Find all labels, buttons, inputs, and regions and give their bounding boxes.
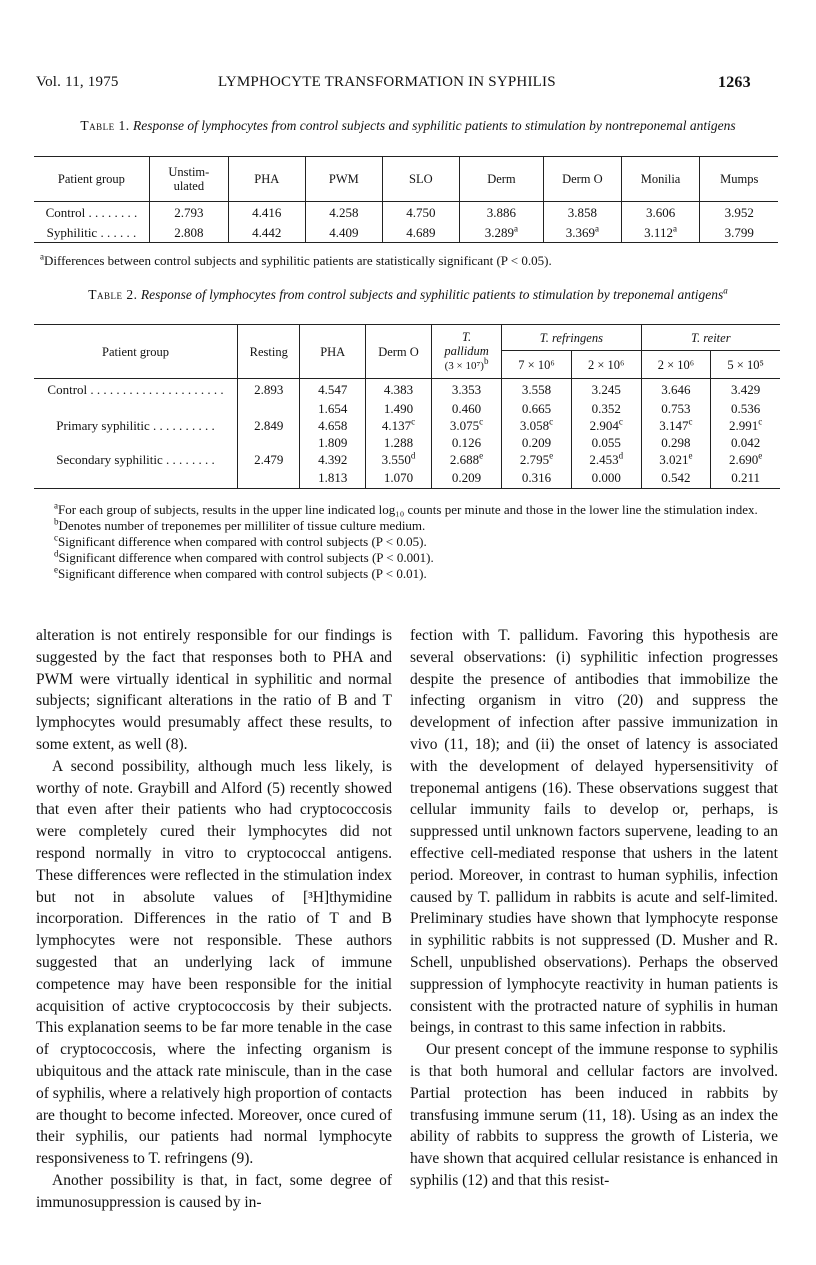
table1-cell: [700, 202, 778, 224]
table1-cell: [621, 224, 700, 243]
table2-label: Table 2.: [88, 287, 138, 302]
cell-value: 4.416: [252, 204, 282, 220]
table2-row-lower: [34, 401, 780, 418]
table2-row-lower: [34, 469, 780, 489]
table2-cell: 0.665: [502, 401, 572, 418]
table1-cell: [149, 202, 228, 224]
table1-cell: [621, 202, 700, 224]
footnote-text: Significant difference when compared with control subjects (P < 0.001).: [58, 550, 434, 565]
table1-col-header: SLO: [382, 157, 459, 202]
table2-cell: [571, 418, 641, 435]
footnote-mark: c: [618, 416, 623, 427]
table1-col-header: Derm: [459, 157, 543, 202]
table2-cell: 0.209: [431, 469, 501, 489]
table2-cell: 0.542: [641, 469, 711, 489]
table1-label: Table 1.: [80, 118, 130, 133]
cell-value: 2.808: [174, 224, 204, 240]
footnote-mark: e: [549, 450, 554, 461]
tpal-line3: (3 × 10⁷): [444, 360, 484, 372]
table1-cell: [459, 202, 543, 224]
footnote-mark: a: [40, 251, 44, 262]
cell-value: 4.442: [252, 224, 282, 240]
table2-row-label: Secondary syphilitic . . . . . . . .: [56, 452, 215, 467]
cell-value: 2.793: [174, 204, 204, 220]
body-left-column: [36, 625, 392, 1214]
table1-cell: [544, 202, 622, 224]
footnote-mark: c: [549, 416, 554, 427]
tpal-line2: pallidum: [444, 344, 489, 358]
table2-cell: 0.352: [571, 401, 641, 418]
running-head-volume: Vol. 11, 1975: [36, 74, 119, 90]
footnote-mark: a: [595, 223, 599, 234]
table2-footnote: [40, 502, 780, 518]
table2-cell: 0.055: [571, 435, 641, 452]
table2-cell: [641, 418, 711, 435]
table2-cell: [641, 452, 711, 469]
table2-cell: [571, 379, 641, 401]
cell-value: 3.245: [591, 381, 621, 397]
footnote-mark: c: [54, 532, 58, 543]
cell-value: 3.058: [519, 418, 550, 433]
table1-col-header: PWM: [305, 157, 382, 202]
table1-row-label: Control . . . . . . . .: [45, 204, 138, 220]
table1-col-header: Monilia: [621, 157, 700, 202]
table2-row-upper: [34, 452, 780, 469]
table1-row: [34, 224, 778, 243]
table2-subcol-header: 7 × 10⁶: [502, 351, 572, 379]
table1-cell: [228, 224, 305, 243]
footnote-mark: c: [758, 416, 763, 427]
table1-cell: [305, 202, 382, 224]
footnote-mark: c: [411, 416, 416, 427]
footnote-mark: d: [618, 450, 624, 461]
table2-caption: [40, 286, 776, 303]
cell-value: 4.658: [318, 418, 348, 433]
table2-cell: [641, 379, 711, 401]
footnote-mark: a: [672, 223, 677, 234]
table1-cell: [544, 224, 622, 243]
cell-value: 3.369: [565, 224, 595, 240]
footnote-mark: b: [483, 355, 489, 366]
footnote-text: For each group of subjects, results in the upper line indicated log₁₀ counts per minute and those in the lower line the stimulation index.: [58, 502, 758, 517]
footnote-mark: a: [54, 500, 58, 511]
table2-footnote: [40, 566, 780, 582]
table2-cell: 1.813: [300, 469, 366, 489]
cell-value: 2.991: [729, 418, 759, 433]
table2-cell: 0.211: [711, 469, 780, 489]
cell-value: 3.021: [659, 452, 689, 467]
table2-cell: [711, 418, 780, 435]
table2-col-header: Derm O: [366, 325, 432, 379]
table2-cell: 0.126: [431, 435, 501, 452]
table2-cell: [300, 418, 366, 435]
table2-footnote: [40, 518, 780, 534]
table1-col-header: Unstim- ulated: [149, 157, 228, 202]
footnote-text: Significant difference when compared with control subjects (P < 0.05).: [58, 534, 427, 549]
table2-row-upper: [34, 418, 780, 435]
table2-col-header-trefringens: [502, 325, 641, 351]
table1-row-label: Syphilitic . . . . . .: [46, 224, 137, 240]
table2-col-header: Patient group: [34, 325, 238, 379]
table2-resting-cell: 2.893: [238, 379, 300, 401]
table2-cell: [431, 418, 501, 435]
table2-cell: 1.490: [366, 401, 432, 418]
cell-value: 4.258: [329, 204, 359, 220]
table1-footnote: [40, 253, 780, 269]
table2-col-header: PHA: [300, 325, 366, 379]
table2-row-label-empty: [34, 469, 238, 489]
table2-resting-empty: [238, 401, 300, 418]
cell-value: 3.858: [567, 204, 597, 220]
cell-value: 3.952: [724, 204, 754, 220]
paragraph: Another possibility is that, in fact, some degree of immunosuppression is caused by in-: [36, 1171, 392, 1211]
table1-caption-text: Response of lymphocytes from control subjects and syphilitic patients to stimulation by nontreponemal antigens: [133, 118, 736, 133]
tref-label: T. refringens: [539, 330, 603, 345]
table1-cell: [382, 202, 459, 224]
table2-cell: 0.316: [502, 469, 572, 489]
table2-cell: 1.654: [300, 401, 366, 418]
cell-value: 3.075: [449, 418, 480, 433]
paragraph: fection with T. pallidum. Favoring this hypothesis are several observations: (i) syphilitic infection progresses despite the presence of antibodies that immobilize the infecting organism in vitro (20) and suppress the development of infection after passive immunization in vivo (11, 18); and (ii) the onset of latency is associated with the development of delayed hypersensitivity of treponemal antigens (16). These observations suggest that cellular immunity fails to develop or, perhaps, is suppressed until unknown factors supervene, leading to an effective cell-mediated response that ushers in the latent period. Moreover, in contrast to human syphilis, infection caused by T. pallidum in rabbits is acute and self-limited. Preliminary studies have shown that lymphocyte response in syphilitic rabbits is not suppressed (D. Musher and R. Schell, unpublished observations). Perhaps the observed suppression of lymphocyte reactivity in human patients is consistent with the protracted nature of syphilis in human beings, in contrast to this same infection in rabbits.: [410, 627, 778, 1037]
paragraph: Our present concept of the immune response to syphilis is that both humoral and cellular factors are involved. Partial protection has been induced in rabbits by transfusing immune serum (11, 18). Using as an index the ability of rabbits to suppress the growth of Listeria, we have shown that acquired cellular resistance is enhanced in syphilis (12) and that this resist-: [410, 1041, 778, 1189]
table2-cell: 0.460: [431, 401, 501, 418]
page-number: 1263: [718, 74, 751, 91]
cell-value: 4.392: [318, 452, 348, 467]
table2-subcol-header: 2 × 10⁶: [571, 351, 641, 379]
table2-cell: [366, 452, 432, 469]
cell-value: 3.147: [659, 418, 689, 433]
cell-value: 4.137: [381, 418, 412, 433]
cell-value: 4.383: [383, 381, 414, 397]
table2-resting-cell: 2.849: [238, 418, 300, 435]
footnote-mark: e: [54, 564, 58, 575]
footnote-mark: e: [479, 450, 484, 461]
table1-cell: [459, 224, 543, 243]
table2-cell: [502, 452, 572, 469]
table1-col-header: PHA: [228, 157, 305, 202]
cell-value: 2.453: [589, 452, 619, 467]
table1-col-header: Patient group: [57, 172, 125, 186]
table2-footnotes: [40, 502, 780, 582]
tpal-line1: T.: [461, 330, 472, 344]
table2-cell: [571, 452, 641, 469]
table2-cell: 1.809: [300, 435, 366, 452]
table2-header-row: [34, 325, 780, 351]
cell-value: 4.547: [318, 381, 348, 397]
table1-cell: [149, 224, 228, 243]
cell-value: 3.558: [521, 381, 552, 397]
cell-value: 2.795: [519, 452, 550, 467]
table2-cell: [366, 418, 432, 435]
table2-resting-cell: 2.479: [238, 452, 300, 469]
cell-value: 2.688: [449, 452, 480, 467]
table2-col-header-tpallidum: [431, 325, 501, 379]
table1-caption: [40, 117, 776, 134]
table2-resting-empty: [238, 435, 300, 452]
table1-cell: [228, 202, 305, 224]
table2-row-label: Primary syphilitic . . . . . . . . . .: [56, 418, 215, 433]
table2-cell: 0.536: [711, 401, 780, 418]
table2-cell: [366, 379, 432, 401]
caption-footnote-mark: a: [723, 285, 728, 296]
table1-cell: [305, 224, 382, 243]
table2-cell: [431, 379, 501, 401]
cell-value: 3.112: [644, 224, 673, 240]
footnote-mark: c: [688, 416, 693, 427]
table2-cell: [502, 379, 572, 401]
table1: [34, 156, 778, 243]
cell-value: 2.904: [589, 418, 619, 433]
table2-cell: 0.000: [571, 469, 641, 489]
table2-subcol-header: 5 × 10⁵: [711, 351, 780, 379]
table2-cell: [711, 379, 780, 401]
cell-value: 4.409: [329, 224, 359, 240]
table2-row-label: Control . . . . . . . . . . . . . . . . . . . . .: [47, 381, 224, 397]
footnote-mark: e: [758, 450, 763, 461]
table2-footnote: [40, 534, 780, 550]
cell-value: 3.550: [381, 452, 411, 467]
footnote-text: Denotes number of treponemes per milliliter of tissue culture medium.: [58, 518, 426, 533]
cell-value: 4.750: [406, 204, 436, 220]
table2-row-label-empty: [34, 401, 238, 418]
cell-value: 3.646: [661, 381, 691, 397]
table2-col-header-treiter: [641, 325, 780, 351]
table2-caption-text: Response of lymphocytes from control subjects and syphilitic patients to stimulation by treponemal antigens: [140, 287, 724, 302]
table2-cell: [431, 452, 501, 469]
table2-resting-empty: [238, 469, 300, 489]
table1-col-header: Mumps: [700, 157, 778, 202]
footnote-text: Differences between control subjects and syphilitic patients are statistically significant (P < 0.05).: [44, 253, 552, 268]
table2-subcol-header: 2 × 10⁶: [641, 351, 711, 379]
footnote-mark: d: [410, 450, 416, 461]
table2-row-lower: [34, 435, 780, 452]
table2: [34, 324, 780, 489]
table2-row-upper: [34, 379, 780, 401]
running-head-title: LYMPHOCYTE TRANSFORMATION IN SYPHILIS: [218, 74, 556, 90]
footnote-mark: c: [479, 416, 484, 427]
table2-footnote: [40, 550, 780, 566]
cell-value: 3.289: [484, 224, 515, 240]
table2-cell: 0.298: [641, 435, 711, 452]
footnote-mark: b: [54, 516, 59, 527]
cell-value: 3.799: [724, 224, 754, 240]
table1-cell: [700, 224, 778, 243]
table2-col-header: Resting: [238, 325, 300, 379]
cell-value: 3.353: [451, 381, 482, 397]
table2-cell: 0.209: [502, 435, 572, 452]
paragraph: alteration is not entirely responsible for our findings is suggested by the fact that responses both to PHA and PWM were virtually identical in syphilitic and normal subjects; significant alterations in the ratio of B and T lymphocytes would presumably affect these results, to some extent, as well (8).: [36, 627, 392, 753]
table1-row: [34, 202, 778, 224]
table1-col-header: Derm O: [544, 157, 622, 202]
table2-row-label-empty: [34, 435, 238, 452]
cell-value: 3.606: [645, 204, 676, 220]
footnote-mark: d: [54, 548, 59, 559]
body-right-column: [410, 625, 778, 1192]
cell-value: 3.429: [731, 381, 761, 397]
footnote-mark: a: [514, 223, 519, 234]
table1-header-row: [34, 157, 778, 202]
table2-cell: 0.042: [711, 435, 780, 452]
table2-cell: [300, 452, 366, 469]
footnote-mark: e: [688, 450, 693, 461]
table1-cell: [382, 224, 459, 243]
cell-value: 2.690: [729, 452, 759, 467]
table2-cell: 0.753: [641, 401, 711, 418]
table2-cell: 1.070: [366, 469, 432, 489]
cell-value: 4.689: [406, 224, 436, 240]
table2-cell: 1.288: [366, 435, 432, 452]
trei-label: T. reiter: [690, 330, 731, 345]
table2-cell: [711, 452, 780, 469]
table2-cell: [502, 418, 572, 435]
paragraph: A second possibility, although much less likely, is worthy of note. Graybill and Alford (5) recently showed that even after their patients who had cryptococcosis were completely cured their lymphocytes did not respond normally in vitro to cryptococcal antigens. These differences were reflected in the stimulation index but not in absolute values of [³H]thymidine incorporation. Differences in the ratio of T and B lymphocytes were not responsible. These authors suggested that an underlying lack of immune competence may have been responsible for the initial acquisition of active cryptococcosis by their subjects. This explanation seems to be far more tenable in the case of cryptococcosis, where the infecting organism is ubiquitous and the attack rate miniscule, than in the case of syphilis, where a relatively high proportion of contacts are thought to become infected. Moreover, once cured of their syphilis, our patients had normal lymphocyte responsiveness to T. refringens (9).: [36, 757, 392, 1168]
footnote-text: Significant difference when compared with control subjects (P < 0.01).: [58, 566, 427, 581]
table2-cell: [300, 379, 366, 401]
cell-value: 3.886: [486, 204, 517, 220]
